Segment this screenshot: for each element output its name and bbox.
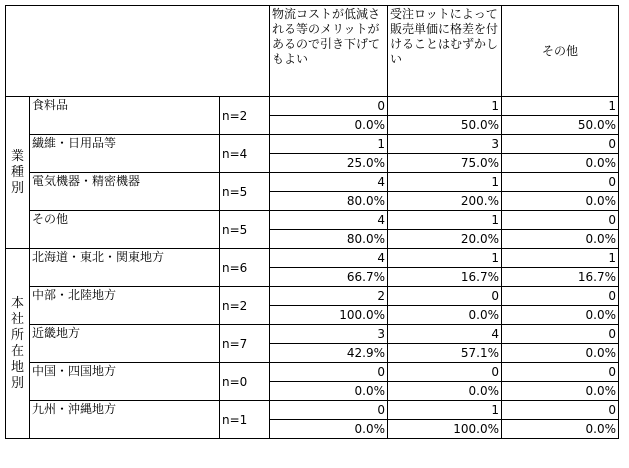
category-label: 繊維・日用品等 (30, 135, 220, 173)
count-cell: 0 (270, 363, 388, 382)
header-row (6, 6, 619, 97)
sample-size: n=4 (220, 135, 270, 173)
percent-cell: 0.0% (270, 382, 388, 401)
group-label: 業種別 (10, 148, 24, 196)
sample-size: n=5 (220, 211, 270, 249)
category-label: 中部・北陸地方 (30, 287, 220, 325)
percent-cell: 0.0% (502, 192, 619, 211)
category-label: 北海道・東北・関東地方 (30, 249, 220, 287)
percent-cell: 57.1% (388, 344, 502, 363)
percent-cell: 0.0% (270, 420, 388, 439)
count-cell: 1 (388, 97, 502, 116)
percent-cell: 100.0% (388, 420, 502, 439)
sample-size: n=0 (220, 363, 270, 401)
count-cell: 1 (388, 249, 502, 268)
percent-cell: 25.0% (270, 154, 388, 173)
table-row (6, 325, 619, 344)
count-cell: 0 (388, 363, 502, 382)
table-row (6, 97, 619, 116)
percent-cell: 0.0% (388, 306, 502, 325)
count-cell: 4 (270, 211, 388, 230)
percent-cell: 0.0% (388, 382, 502, 401)
category-label: 近畿地方 (30, 325, 220, 363)
count-cell: 1 (270, 135, 388, 154)
percent-cell: 80.0% (270, 230, 388, 249)
category-label: 九州・沖縄地方 (30, 401, 220, 439)
percent-cell: 0.0% (502, 306, 619, 325)
sample-size: n=1 (220, 401, 270, 439)
header-blank-cell (6, 6, 270, 97)
percent-cell: 0.0% (502, 154, 619, 173)
category-label: 電気機器・精密機器 (30, 173, 220, 211)
count-cell: 2 (270, 287, 388, 306)
sample-size: n=2 (220, 287, 270, 325)
header-col-2: 受注ロットによって販売単価に格差を付けることはむずかしい (388, 6, 502, 97)
header-col-1: 物流コストが低減される等のメリットがあるので引き下げてもよい (270, 6, 388, 97)
count-cell: 1 (388, 401, 502, 420)
count-cell: 0 (502, 173, 619, 192)
count-cell: 1 (502, 97, 619, 116)
percent-cell: 0.0% (502, 420, 619, 439)
count-cell: 0 (270, 97, 388, 116)
category-label: 食料品 (30, 97, 220, 135)
group-label: 本社所在地別 (10, 295, 24, 391)
sample-size: n=7 (220, 325, 270, 363)
percent-cell: 42.9% (270, 344, 388, 363)
table-row (6, 173, 619, 192)
group-label-cell (6, 249, 30, 439)
percent-cell: 80.0% (270, 192, 388, 211)
category-label: その他 (30, 211, 220, 249)
count-cell: 4 (270, 249, 388, 268)
count-cell: 4 (270, 173, 388, 192)
table-row (6, 363, 619, 382)
percent-cell: 16.7% (502, 268, 619, 287)
count-cell: 4 (388, 325, 502, 344)
count-cell: 0 (270, 401, 388, 420)
percent-cell: 66.7% (270, 268, 388, 287)
header-col-3: その他 (502, 6, 619, 97)
category-label: 中国・四国地方 (30, 363, 220, 401)
percent-cell: 75.0% (388, 154, 502, 173)
percent-cell: 0.0% (502, 344, 619, 363)
count-cell: 3 (388, 135, 502, 154)
group-label-cell (6, 97, 30, 249)
count-cell: 0 (502, 211, 619, 230)
table-row (6, 401, 619, 420)
count-cell: 1 (388, 173, 502, 192)
percent-cell: 16.7% (388, 268, 502, 287)
sample-size: n=5 (220, 173, 270, 211)
survey-table (5, 5, 619, 439)
table-row (6, 249, 619, 268)
table-row (6, 211, 619, 230)
percent-cell: 50.0% (388, 116, 502, 135)
count-cell: 0 (502, 363, 619, 382)
count-cell: 0 (388, 287, 502, 306)
sample-size: n=2 (220, 97, 270, 135)
table-row (6, 135, 619, 154)
table-row (6, 287, 619, 306)
percent-cell: 100.0% (270, 306, 388, 325)
percent-cell: 0.0% (270, 116, 388, 135)
count-cell: 0 (502, 325, 619, 344)
percent-cell: 20.0% (388, 230, 502, 249)
percent-cell: 0.0% (502, 230, 619, 249)
percent-cell: 0.0% (502, 382, 619, 401)
count-cell: 0 (502, 401, 619, 420)
count-cell: 1 (502, 249, 619, 268)
count-cell: 1 (388, 211, 502, 230)
count-cell: 0 (502, 287, 619, 306)
percent-cell: 50.0% (502, 116, 619, 135)
count-cell: 0 (502, 135, 619, 154)
count-cell: 3 (270, 325, 388, 344)
percent-cell: 200.% (388, 192, 502, 211)
sample-size: n=6 (220, 249, 270, 287)
